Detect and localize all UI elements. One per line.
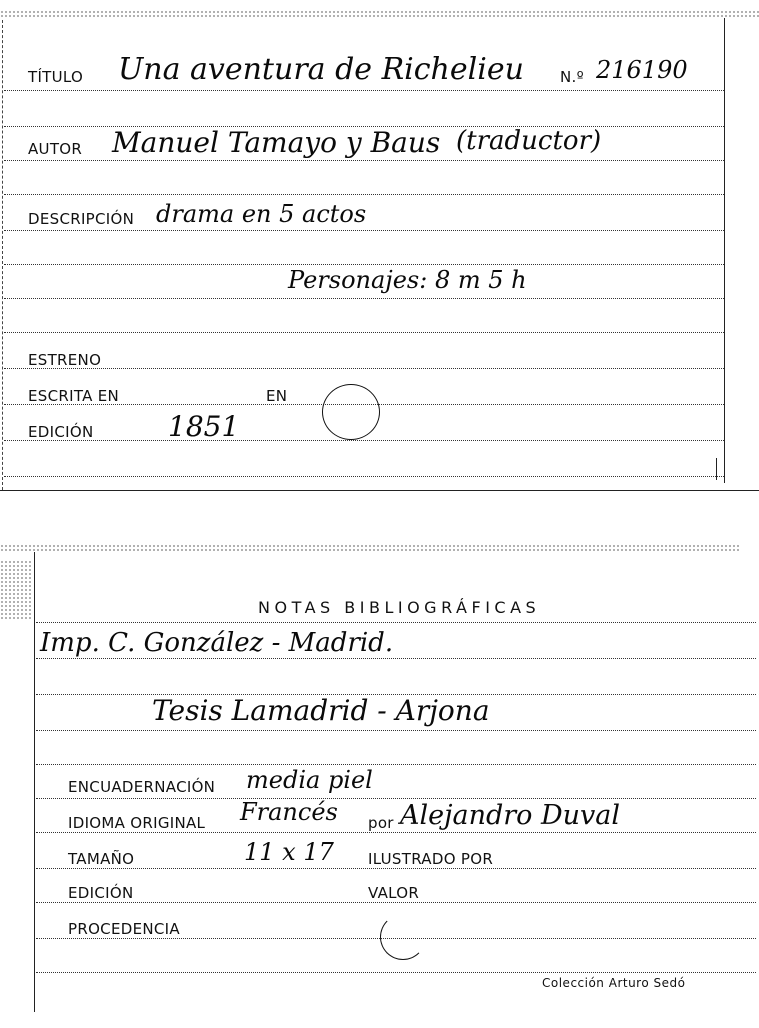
value-descripcion: drama en 5 actos — [156, 200, 367, 228]
card1-line — [4, 440, 724, 441]
label-autor: AUTOR — [28, 140, 83, 158]
value-autor-nota: (traductor) — [456, 126, 602, 156]
value-autor-original: Alejandro Duval — [400, 800, 621, 831]
card1-line — [4, 194, 724, 195]
label-encuadernacion: ENCUADERNACIÓN — [68, 778, 216, 796]
torn-edge-top — [0, 10, 759, 18]
card2-line — [36, 868, 756, 869]
punch-hole-circle — [322, 384, 380, 440]
value-titulo: Una aventura de Richelieu — [118, 52, 524, 87]
label-escrita-en: ESCRITA EN — [28, 387, 120, 405]
label-valor: VALOR — [368, 884, 420, 902]
label-idioma-original: IDIOMA ORIGINAL — [68, 814, 206, 832]
card1-left-edge — [2, 20, 3, 490]
card1-line — [4, 264, 724, 265]
value-autor: Manuel Tamayo y Baus — [112, 126, 441, 159]
card1-line — [4, 476, 724, 477]
label-tamano: TAMAÑO — [68, 850, 135, 868]
punch-hole-arc — [380, 914, 426, 960]
notas-bibliograficas-title: NOTAS BIBLIOGRÁFICAS — [258, 598, 541, 617]
note-line-2: Tesis Lamadrid - Arjona — [152, 694, 490, 727]
collection-footer: Colección Arturo Sedó — [542, 976, 686, 990]
card2-line — [36, 972, 756, 973]
label-ilustrado-por: ILUSTRADO POR — [368, 850, 494, 868]
label-en: EN — [266, 387, 288, 405]
left-torn-edge — [0, 560, 32, 620]
card1-line — [4, 90, 724, 91]
value-tamano: 11 x 17 — [244, 838, 334, 866]
value-personajes: Personajes: 8 m 5 h — [288, 266, 527, 294]
value-edicion: 1851 — [168, 410, 240, 443]
value-idioma-original: Francés — [240, 798, 338, 826]
label-descripcion: DESCRIPCIÓN — [28, 210, 135, 228]
card1-bottom-mark — [716, 458, 717, 480]
card1-line — [4, 332, 724, 333]
card2-left-border — [34, 552, 35, 1012]
card1-line — [4, 160, 724, 161]
label-numero: N.º — [560, 68, 584, 86]
value-encuadernacion: media piel — [246, 766, 373, 794]
label-estreno: ESTRENO — [28, 351, 102, 369]
card2-line — [36, 832, 756, 833]
value-numero: 216190 — [596, 56, 688, 84]
card1-line — [4, 230, 724, 231]
card2-line — [36, 798, 756, 799]
card2-line — [36, 622, 756, 623]
label-edicion: EDICIÓN — [28, 423, 94, 441]
note-line-1: Imp. C. González - Madrid. — [40, 628, 394, 658]
card2-line — [36, 902, 756, 903]
card2-line — [36, 658, 756, 659]
card1-bottom-edge — [0, 490, 759, 491]
torn-edge-bottom-card — [0, 544, 740, 552]
label-procedencia: PROCEDENCIA — [68, 920, 180, 938]
card1-line — [4, 298, 724, 299]
card1-right-border — [724, 18, 725, 483]
label-por: por — [368, 814, 394, 832]
label-edicion-2: EDICIÓN — [68, 884, 134, 902]
card2-line — [36, 730, 756, 731]
card2-line — [36, 764, 756, 765]
label-titulo: TÍTULO — [28, 68, 84, 86]
card1-line — [4, 368, 724, 369]
